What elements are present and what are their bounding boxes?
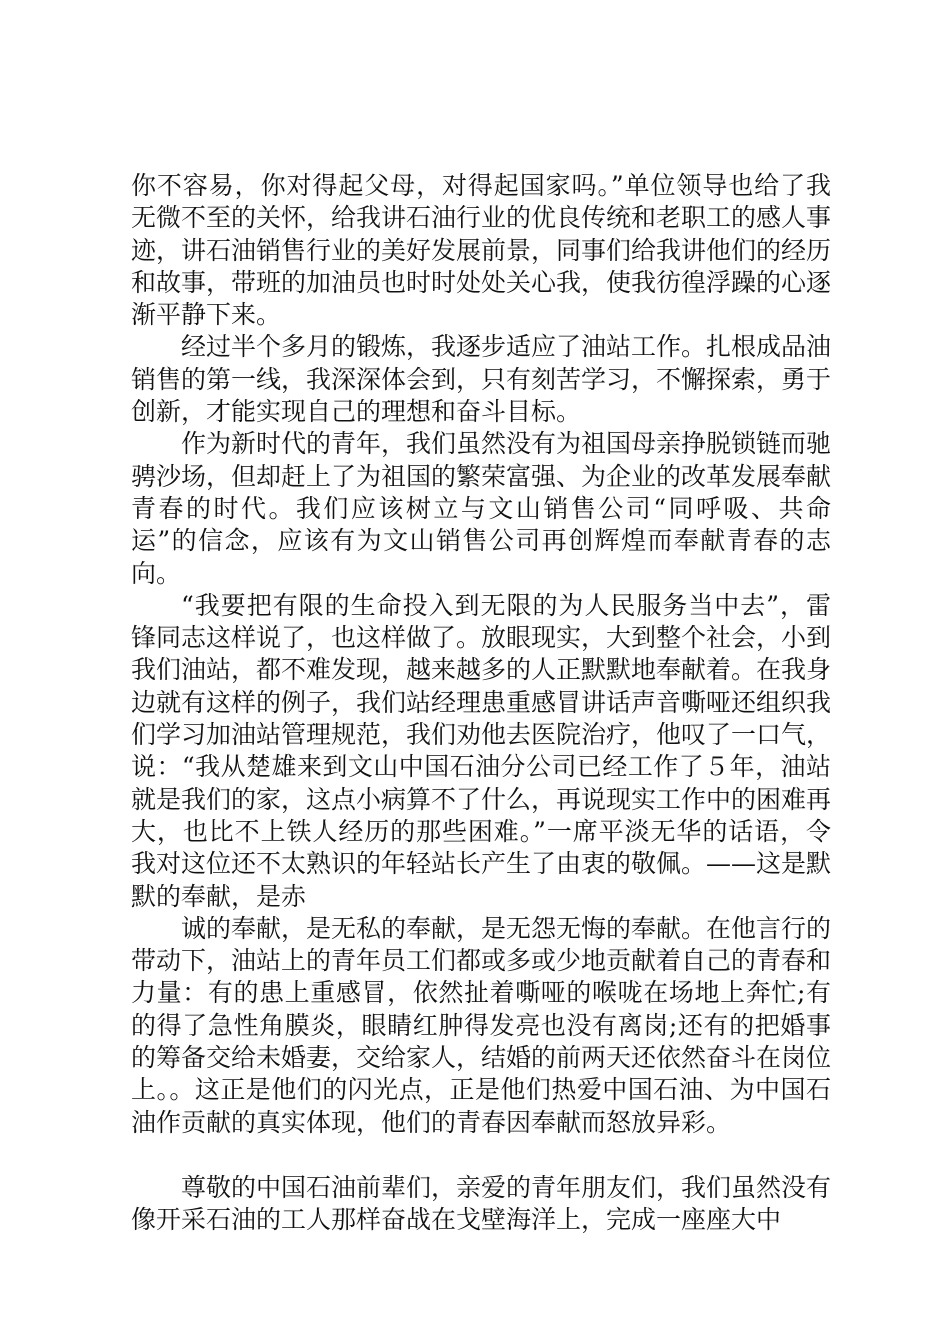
- document-body: [131, 170, 831, 1237]
- paragraph-1: 你不容易，你对得起父母，对得起国家吗。”单位领导也给了我无微不至的关怀，给我讲石油行业的优良传统和老职工的感人事迹，讲石油销售行业的美好发展前景，同事们给我讲他们的经历和故事，带班的加油员也时时处处关心我，使我彷徨浮躁的心逐渐平静下来。: [131, 171, 832, 330]
- paragraph-6: 尊敬的中国石油前辈们，亲爱的青年朋友们，我们虽然没有像开采石油的工人那样奋战在戈壁海洋上，完成一座座大中: [131, 1172, 832, 1235]
- paragraph-2: 经过半个多月的锻炼，我逐步适应了油站工作。扎根成品油销售的第一线，我深深体会到，只有刻苦学习，不懈探索，勇于创新，才能实现自己的理想和奋斗目标。: [131, 332, 832, 427]
- paragraph-5: 诚的奉献，是无私的奉献，是无怨无悔的奉献。在他言行的带动下，油站上的青年员工们都或多或少地贡献着自己的青春和力量：有的患上重感冒，依然扯着嘶哑的喉咙在场地上奔忙;有的得了急性角膜炎，眼睛红肿得发亮也没有离岗;还有的把婚事的筹备交给未婚妻，交给家人，结婚的前两天还依然奋斗在岗位上。。这正是他们的闪光点，正是他们热爱中国石油、为中国石油作贡献的真实体现，他们的青春因奉献而怒放异彩。: [131, 913, 832, 1137]
- paragraph-gap: [131, 1139, 831, 1172]
- paragraph-3: 作为新时代的青年，我们虽然没有为祖国母亲挣脱锁链而驰骋沙场，但却赶上了为祖国的繁荣富强、为企业的改革发展奉献青春的时代。我们应该树立与文山销售公司“同呼吸、共命运”的信念，应该有为文山销售公司再创辉煌而奉献青春的志向。: [131, 429, 832, 588]
- paragraph-4: “我要把有限的生命投入到无限的为人民服务当中去”，雷锋同志这样说了，也这样做了。放眼现实，大到整个社会，小到我们油站，都不难发现，越来越多的人正默默地奉献着。在我身边就有这样的例子，我们站经理患重感冒讲话声音嘶哑还组织我们学习加油站管理规范，我们劝他去医院治疗，他叹了一口气，说：“我从楚雄来到文山中国石油分公司已经工作了５年，油站就是我们的家，这点小病算不了什么，再说现实工作中的困难再大，也比不上铁人经历的那些困难。”一席平淡无华的话语，令我对这位还不太熟识的年轻站长产生了由衷的敬佩。——这是默默的奉献，是赤: [131, 590, 832, 911]
